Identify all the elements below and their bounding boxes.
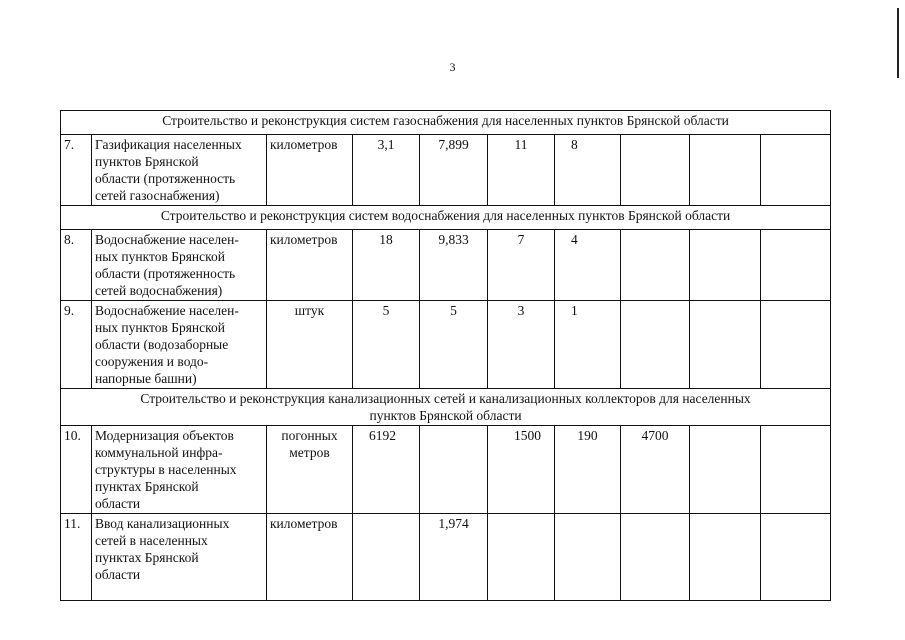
row-name-line: пунктах Брянской: [95, 479, 199, 494]
row-name-line: Водоснабжение населен-: [95, 303, 239, 318]
value-cell: 5: [420, 301, 488, 389]
section-title-line: Строительство и реконструкция канализационных сетей и канализационных коллекторов для населенных: [140, 391, 751, 406]
row-number: 10.: [61, 426, 92, 514]
section-title-gas: Строительство и реконструкция систем газоснабжения для населенных пунктов Брянской области: [61, 111, 831, 135]
value-cell: [761, 230, 831, 301]
row-name: [92, 426, 267, 514]
value-cell: 190: [555, 426, 621, 514]
value-cell: [690, 514, 761, 601]
value-cell: [621, 514, 690, 601]
value-cell: [761, 135, 831, 206]
value-cell: [761, 426, 831, 514]
value-cell: 3,1: [353, 135, 420, 206]
row-name-line: пунктов Брянской: [95, 154, 199, 169]
table-row-11: [61, 514, 831, 601]
value-cell: 5: [353, 301, 420, 389]
row-unit: километров: [267, 135, 353, 206]
row-name: [92, 135, 267, 206]
value-cell: 7,899: [420, 135, 488, 206]
row-name-line: области (протяженность: [95, 171, 236, 186]
table-row-10: [61, 426, 831, 514]
row-unit: штук: [267, 301, 353, 389]
value-cell: [353, 514, 420, 601]
value-cell: [690, 230, 761, 301]
row-name-line: сетей газоснабжения): [95, 188, 220, 203]
row-name-line: области (протяженность: [95, 266, 236, 281]
row-name: [92, 230, 267, 301]
row-name-line: напорные башни): [95, 371, 197, 386]
value-cell: [555, 514, 621, 601]
value-cell: [761, 514, 831, 601]
row-unit-line: погонных: [281, 428, 338, 443]
value-cell: [690, 135, 761, 206]
row-name: [92, 301, 267, 389]
section-row-water: [61, 206, 831, 230]
row-name-line: ных пунктов Брянской: [95, 320, 225, 335]
row-name-line: коммунальной инфра-: [95, 445, 223, 460]
row-name-line: Модернизация объектов: [95, 428, 234, 443]
value-cell: 4: [555, 230, 621, 301]
table-row-9: [61, 301, 831, 389]
row-name-line: структуры в населенных: [95, 462, 237, 477]
row-name-line: сетей водоснабжения): [95, 283, 223, 298]
section-title-water: Строительство и реконструкция систем водоснабжения для населенных пунктов Брянской области: [61, 206, 831, 230]
value-cell: 1,974: [420, 514, 488, 601]
value-cell: [621, 135, 690, 206]
value-cell: [621, 230, 690, 301]
row-unit: [267, 426, 353, 514]
value-cell: 7: [488, 230, 555, 301]
row-name-line: Водоснабжение населен-: [95, 232, 239, 247]
value-cell: 4700: [621, 426, 690, 514]
row-number: 11.: [61, 514, 92, 601]
indicators-table: [60, 110, 831, 601]
section-row-sewerage: [61, 389, 831, 426]
value-cell: [690, 426, 761, 514]
value-cell: 9,833: [420, 230, 488, 301]
section-title-line: пунктов Брянской области: [369, 408, 522, 423]
row-name-line: Газификация населенных: [95, 137, 242, 152]
value-cell: 6192: [353, 426, 420, 514]
row-name-line: пунктах Брянской: [95, 550, 199, 565]
value-cell: 1: [555, 301, 621, 389]
row-unit: километров: [267, 230, 353, 301]
value-cell: [420, 426, 488, 514]
table-row-7: [61, 135, 831, 206]
value-cell: [488, 514, 555, 601]
value-cell: [690, 301, 761, 389]
row-number: 7.: [61, 135, 92, 206]
value-cell: 18: [353, 230, 420, 301]
value-cell: [761, 301, 831, 389]
page-number: 3: [449, 60, 456, 74]
row-name-line: сооружения и водо-: [95, 354, 209, 369]
row-name: [92, 514, 267, 601]
row-unit: километров: [267, 514, 353, 601]
row-number: 8.: [61, 230, 92, 301]
row-unit-line: метров: [289, 445, 330, 460]
row-name-line: Ввод канализационных: [95, 516, 230, 531]
row-name-line: области: [95, 496, 141, 511]
value-cell: 3: [488, 301, 555, 389]
table-row-8: [61, 230, 831, 301]
value-cell: 8: [555, 135, 621, 206]
row-name-line: области (водозаборные: [95, 337, 229, 352]
row-name-line: области: [95, 567, 141, 582]
section-title-sewerage: [61, 389, 831, 426]
row-number: 9.: [61, 301, 92, 389]
section-row-gas: [61, 111, 831, 135]
row-name-line: сетей в населенных: [95, 533, 208, 548]
value-cell: 11: [488, 135, 555, 206]
value-cell: 1500: [488, 426, 555, 514]
row-name-line: ных пунктов Брянской: [95, 249, 225, 264]
value-cell: [621, 301, 690, 389]
